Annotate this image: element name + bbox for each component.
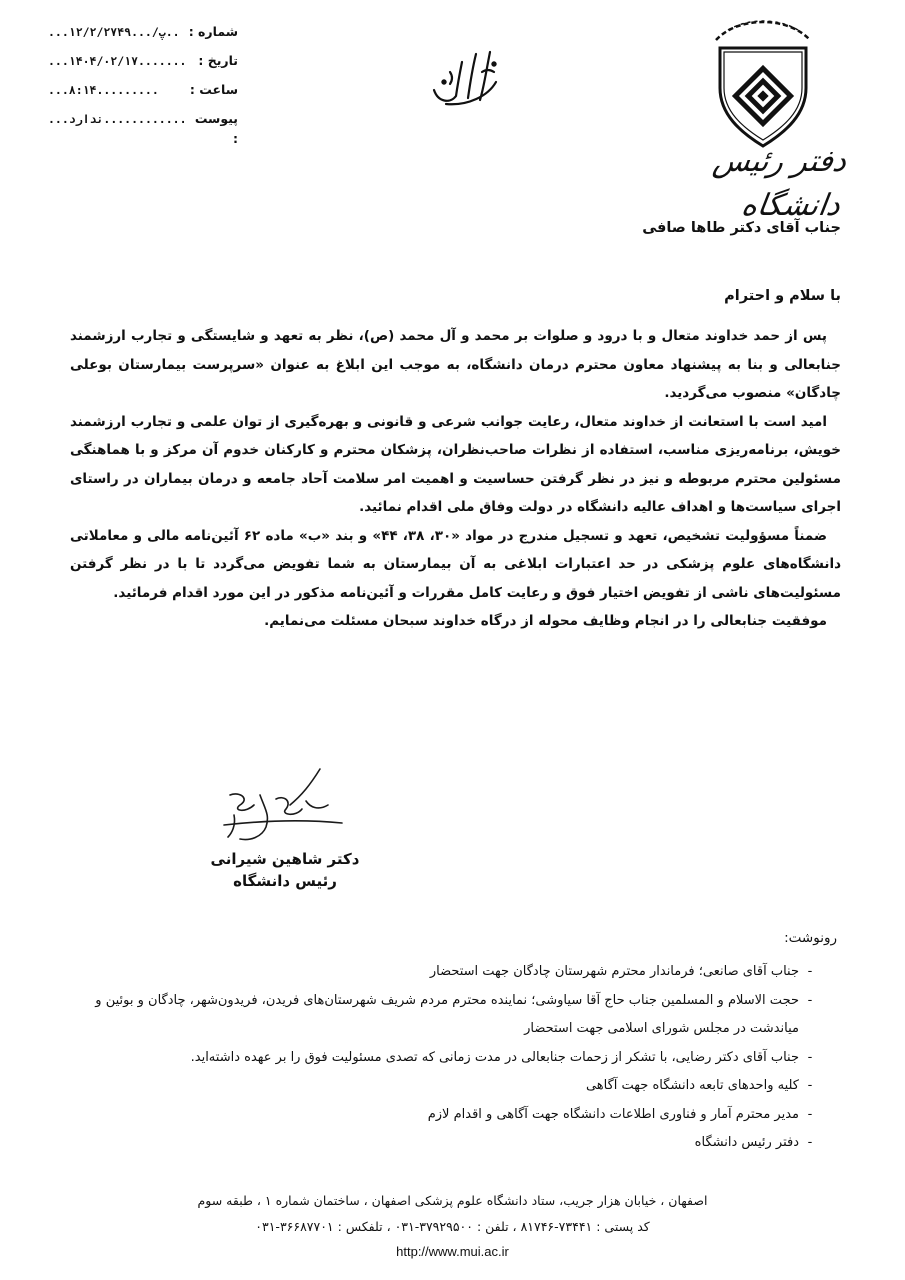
letter-attachment-value: ...ندارد............ (48, 112, 187, 126)
letter-date-row (48, 51, 238, 80)
list-bullet: - (807, 1135, 813, 1150)
cc-recipient: دفتر رئیس دانشگاه (694, 1135, 799, 1150)
body-paragraph: پس از حمد خداوند متعال و با درود و صلوات بر محمد و آل محمد (ص)، نظر به تعهد و شایستگی و تجارب ارزشمند جنابعالی و بنا به پیشنهاد معاون محترم درمان دانشگاه، به موجب این ابلاغ به عنوان «سرپرست بیمارستان بوعلی چادگان» منصوب می‌گردید. (70, 328, 841, 401)
list-bullet: - (807, 964, 813, 979)
letter-attachment-row (48, 109, 238, 146)
cc-title: رونوشت: (784, 930, 837, 946)
letter-number-label: شماره : (188, 24, 238, 39)
list-bullet: - (807, 1049, 813, 1065)
cc-recipient: مدیر محترم آمار و فناوری اطلاعات دانشگاه جهت آگاهی و اقدام لازم (427, 1106, 799, 1122)
body-paragraph: امید است با استعانت از خداوند متعال، رعایت جوانب شرعی و قانونی و بهره‌گیری از توان علمی و تجارب ارزشمند خویش، برنامه‌ریزی مناسب، استفاده از نظرات صاحب‌نظران، پزشکان محترم و کارکنان خدوم آن مرکز و با هماهنگی مسئولین محترم مربوطه و نیز در نظر گرفتن حساسیت و اهمیت امر سلامت آحاد جامعه و درمان بیماران در راستای اجرای سیاست‌ها و اهداف عالیه دانشگاه در دولت وفاق ملی اقدام نمائید. (70, 413, 841, 515)
letter-date-value: ...۱۴۰۴/۰۲/۱۷....... (48, 54, 187, 68)
letter-time-label: ساعت : (189, 82, 238, 97)
bismihi-calligraphy (420, 42, 510, 112)
letter-time-value: ...۸:۱۴......... (48, 83, 159, 97)
cc-recipient: حجت الاسلام و المسلمین جناب حاج آقا سیاوشی؛ نماینده محترم مردم شریف شهرستان‌های فریدن، فریدون‌شهر، چادگان و بوئین و میاندشت در مجلس شورای اسلامی جهت استحضار (95, 992, 799, 1036)
list-bullet: - (807, 1078, 813, 1093)
signatory-title: رئیس دانشگاه (233, 872, 337, 890)
greeting: با سلام و احترام (724, 288, 841, 304)
letter-number-row (48, 22, 238, 51)
handwritten-signature (210, 765, 350, 855)
body-paragraph: موفقیت جنابعالی را در انجام وظایف محوله از درگاه خداوند سبحان مسئلت می‌نمایم. (264, 613, 827, 629)
letter-attachment-label: پیوست : (194, 111, 238, 146)
letter-body (70, 322, 841, 636)
list-item (60, 1072, 821, 1101)
list-bullet: - (807, 1106, 813, 1122)
cc-recipient: جناب آقای صانعی؛ فرماندار محترم شهرستان چادگان جهت استحضار (429, 964, 799, 979)
footer-address (100, 1188, 805, 1240)
letter-date-label: تاریخ : (198, 53, 238, 68)
address-line: اصفهان ، خیابان هزار جریب، ستاد دانشگاه علوم پزشکی اصفهان ، ساختمان شماره ۱ ، طبقه سوم (197, 1193, 708, 1208)
university-logo (708, 10, 818, 150)
list-item (60, 958, 821, 987)
list-item (60, 1101, 821, 1130)
cc-recipient: کلیه واحدهای تابعه دانشگاه جهت آگاهی (585, 1078, 799, 1093)
cc-list (60, 958, 821, 1158)
body-paragraph: ضمناً مسؤولیت تشخیص، تعهد و تسجیل مندرج در مواد «۳۰، ۳۸، ۴۴» و بند «ب» ماده ۶۲ آئین‌نامه مالی و معاملاتی دانشگاه‌های علوم پزشکی در حد اعتبارات ابلاغی به آن بیمارستان به شما تفویض می‌گردد تا با در نظر گرفتن مسئولیت‌های ناشی از تفویض اختیار فوق و رعایت کامل مقررات و آئین‌نامه مذکور در این مورد اقدام فرمائید. (70, 527, 841, 601)
office-title: دفتر رئیس دانشگاه (710, 144, 849, 223)
letter-meta (48, 22, 238, 146)
list-bullet: - (807, 992, 813, 1008)
list-item (60, 1044, 821, 1073)
cc-recipient: جناب آقای دکتر رضایی، با تشکر از زحمات جنابعالی در مدت زمانی که تصدی مسئولیت فوق را بر عهده داشته‌اید. (190, 1049, 799, 1065)
list-item (60, 1129, 821, 1158)
contact-line: کد پستی : ۷۳۴۴۱-۸۱۷۴۶ ، تلفن : ۳۷۹۲۹۵۰۰-۰۳۱ ، تلفکس : ۳۶۶۸۷۷۰۱-۰۳۱ (255, 1219, 650, 1234)
letter-time-row (48, 80, 238, 109)
signatory-name: دکتر شاهین شیرانی (210, 850, 360, 868)
signatory (200, 848, 370, 892)
letter-number-value: ...۱۲/۲/۲۷۴۹.../پ.. (48, 25, 180, 39)
list-item (60, 987, 821, 1044)
addressee: جناب آقای دکتر طاها صافی (642, 220, 841, 236)
website-link[interactable]: http://www.mui.ac.ir (396, 1244, 509, 1259)
